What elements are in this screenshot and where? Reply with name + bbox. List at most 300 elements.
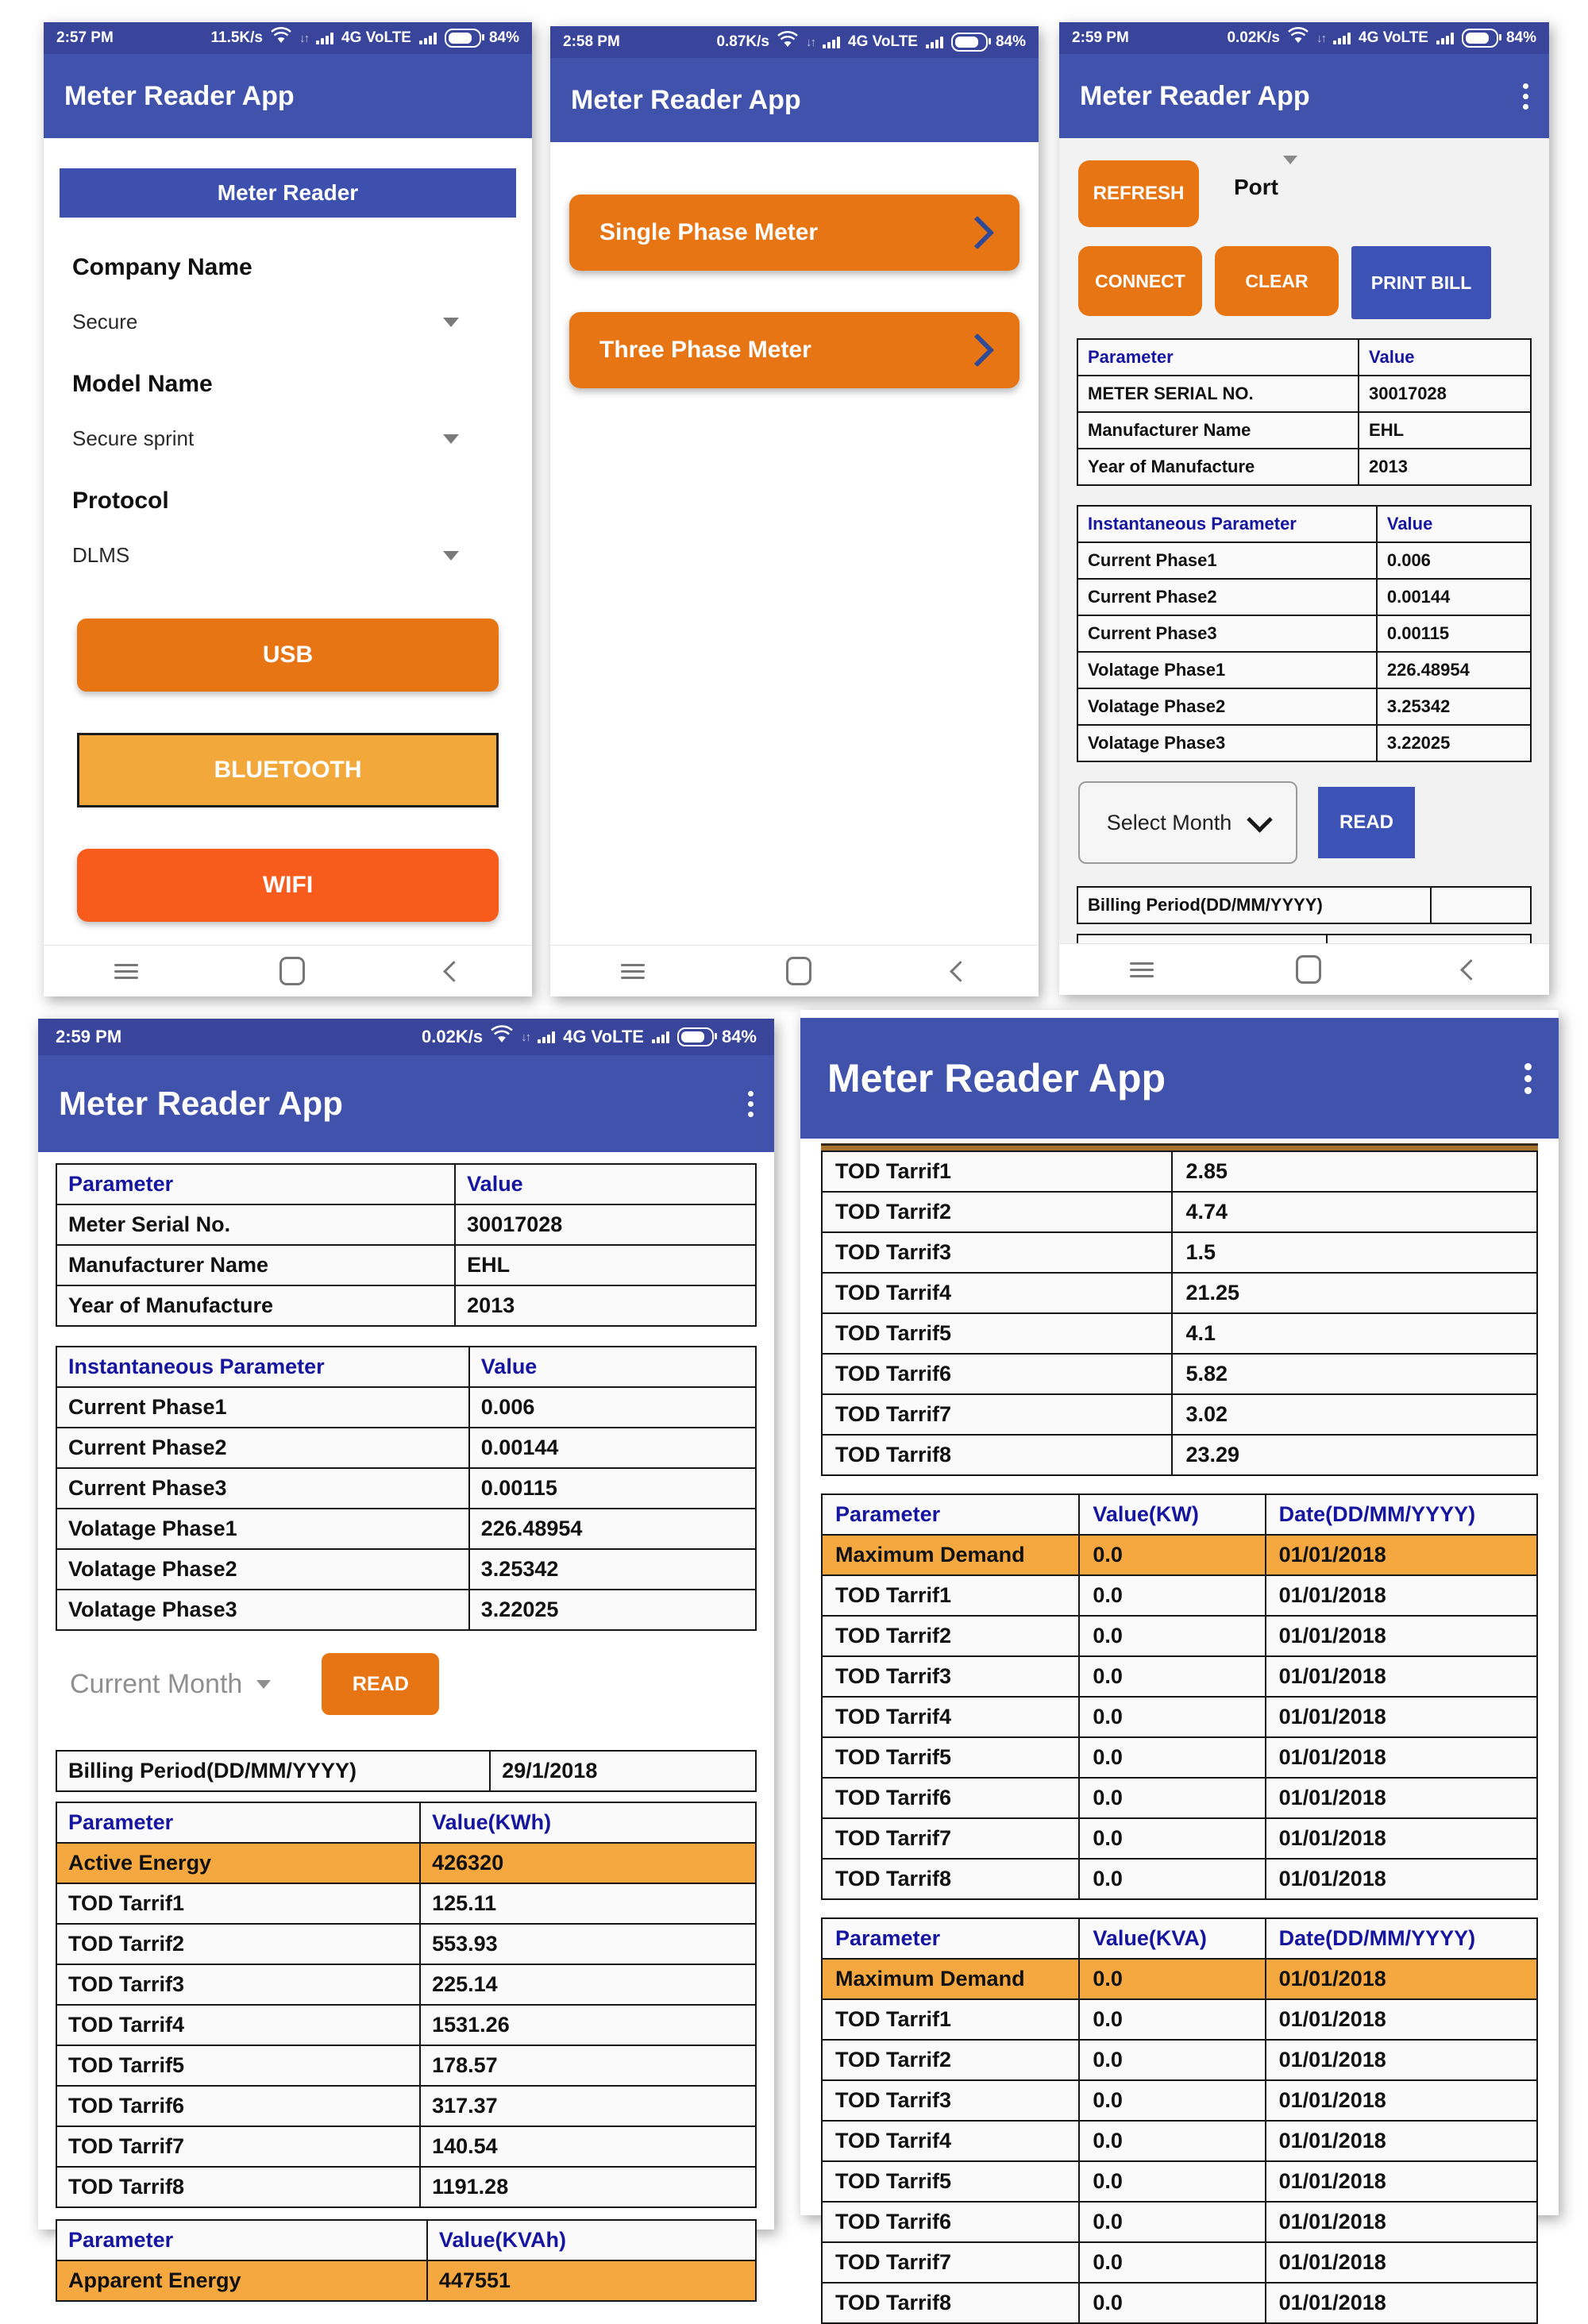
table-cell: Volatage Phase3 — [56, 1590, 469, 1630]
company-name-dropdown[interactable] — [72, 310, 503, 334]
table-cell: 0.0 — [1079, 1859, 1265, 1899]
table-cell: 140.54 — [420, 2126, 756, 2167]
table-cell: 3.02 — [1172, 1394, 1537, 1435]
table-cell: 0.0 — [1079, 1535, 1265, 1575]
column-header: Instantaneous Parameter — [1077, 506, 1377, 542]
table-header-row — [822, 1918, 1537, 1959]
table-row — [56, 1924, 756, 1964]
table-row — [1077, 615, 1531, 652]
protocol-dropdown[interactable] — [72, 543, 503, 568]
table-cell: 01/01/2018 — [1266, 1859, 1537, 1899]
table-row — [822, 2242, 1537, 2283]
table-cell: 01/01/2018 — [1266, 2121, 1537, 2161]
kva-demand-table — [800, 1917, 1559, 2324]
connect-button[interactable]: CONNECT — [1078, 246, 1202, 316]
table-cell: 29/1/2018 — [490, 1751, 756, 1791]
page-title: Meter Reader App — [64, 80, 295, 111]
billing-period-table — [38, 1750, 774, 1792]
table-header-row — [56, 1164, 756, 1204]
table-row — [56, 1751, 756, 1791]
table-row — [822, 2040, 1537, 2080]
column-header: Parameter — [1077, 339, 1359, 376]
table-cell: 5.82 — [1172, 1354, 1537, 1394]
table-row — [822, 1575, 1537, 1616]
clipped-row-strip — [821, 1143, 1538, 1150]
table-header-row — [1077, 506, 1531, 542]
table-cell: 3.22025 — [1377, 725, 1531, 761]
tod-tarrif-table — [800, 1150, 1559, 1476]
table-cell: Current Phase2 — [56, 1428, 469, 1468]
table-cell: 3.25342 — [1377, 688, 1531, 725]
table-row — [1077, 887, 1531, 923]
table-cell: 0.0 — [1079, 2283, 1265, 2323]
table-cell: Volatage Phase1 — [56, 1509, 469, 1549]
column-header: Date(DD/MM/YYYY) — [1266, 1918, 1537, 1959]
battery-icon — [677, 1027, 714, 1046]
table-cell: 01/01/2018 — [1266, 1575, 1537, 1616]
table-cell: 0.0 — [1079, 2242, 1265, 2283]
table-cell: TOD Tarrif6 — [822, 1778, 1079, 1818]
read-button[interactable]: READ — [1318, 787, 1415, 858]
table-cell: 0.00144 — [1377, 579, 1531, 615]
read-button[interactable]: READ — [322, 1653, 439, 1715]
table-row — [56, 1964, 756, 2005]
table-cell: TOD Tarrif8 — [56, 2167, 420, 2207]
panel-meter-type — [550, 26, 1039, 996]
overflow-menu-icon[interactable] — [1523, 83, 1528, 110]
table-row — [1077, 579, 1531, 615]
table-row — [56, 1468, 756, 1509]
table-cell: 01/01/2018 — [1266, 2242, 1537, 2283]
chevron-down-icon — [1283, 156, 1297, 164]
table-cell: 0.0 — [1079, 1616, 1265, 1656]
table-cell: 01/01/2018 — [1266, 1656, 1537, 1697]
table-cell: TOD Tarrif5 — [822, 1313, 1172, 1354]
table-row — [56, 2045, 756, 2086]
recents-icon[interactable] — [621, 964, 645, 979]
three-phase-label: Three Phase Meter — [599, 337, 811, 363]
status-time: 2:57 PM — [56, 29, 114, 46]
table-row — [822, 1859, 1537, 1899]
table-cell: 0.00144 — [469, 1428, 756, 1468]
table-row — [56, 1428, 756, 1468]
column-header: Value(KWh) — [420, 1802, 756, 1843]
table-cell: Apparent Energy — [56, 2260, 427, 2301]
table-cell: 01/01/2018 — [1266, 2040, 1537, 2080]
panel-reading-results — [38, 1019, 774, 2292]
print-bill-button[interactable]: PRINT BILL — [1351, 246, 1491, 319]
table-cell: TOD Tarrif2 — [822, 1192, 1172, 1232]
table-cell: 01/01/2018 — [1266, 1818, 1537, 1859]
overflow-menu-icon[interactable] — [1524, 1063, 1532, 1094]
table-cell: Current Phase2 — [1077, 579, 1377, 615]
chevron-down-icon — [1247, 807, 1274, 833]
table-row — [822, 1273, 1537, 1313]
clear-button[interactable]: CLEAR — [1215, 246, 1339, 316]
model-name-value: Secure sprint — [72, 426, 195, 450]
table-row — [56, 2005, 756, 2045]
android-nav-bar — [44, 945, 532, 996]
instantaneous-table — [38, 1346, 774, 1631]
table-cell: 178.57 — [420, 2045, 756, 2086]
meter-reader-banner: Meter Reader — [60, 168, 516, 218]
bluetooth-button[interactable]: BLUETOOTH — [77, 733, 499, 807]
table-cell: 30017028 — [1359, 376, 1531, 412]
table-row — [822, 1616, 1537, 1656]
table-cell: Billing Period(DD/MM/YYYY) — [1077, 887, 1431, 923]
table-cell: TOD Tarrif4 — [822, 1273, 1172, 1313]
table-cell: TOD Tarrif8 — [822, 2283, 1079, 2323]
data-arrows-icon: ↓↑ — [299, 31, 308, 45]
column-header: Date(DD/MM/YYYY) — [1266, 1494, 1537, 1535]
three-phase-meter-button[interactable] — [569, 312, 1019, 388]
table-header-row — [56, 2220, 756, 2260]
recents-icon[interactable] — [114, 964, 138, 979]
single-phase-meter-button[interactable] — [569, 195, 1019, 271]
table-cell: 1.5 — [1172, 1232, 1537, 1273]
billing-period-table — [1059, 886, 1549, 924]
table-cell — [1431, 887, 1531, 923]
table-cell: EHL — [1359, 412, 1531, 449]
overflow-menu-icon[interactable] — [748, 1091, 754, 1117]
table-header-row — [56, 1347, 756, 1387]
table-cell: Year of Manufacture — [1077, 449, 1359, 485]
current-month-dropdown[interactable] — [70, 1669, 271, 1700]
status-battery-percent: 84% — [721, 1027, 757, 1046]
table-row — [822, 2283, 1537, 2323]
panel-demand-tables — [800, 1010, 1559, 2314]
table-cell: TOD Tarrif5 — [822, 2161, 1079, 2202]
status-network-label: 4G VoLTE — [341, 29, 411, 46]
column-header: Value(KVA) — [1079, 1918, 1265, 1959]
table-cell: TOD Tarrif3 — [822, 1232, 1172, 1273]
kwh-table — [38, 1802, 774, 2208]
port-label: Port — [1234, 175, 1278, 199]
table-cell: TOD Tarrif4 — [56, 2005, 420, 2045]
status-network-label: 4G VoLTE — [1359, 29, 1428, 46]
column-header: Value — [1377, 506, 1531, 542]
recents-icon[interactable] — [1130, 962, 1154, 977]
table-row — [822, 1697, 1537, 1737]
status-battery-percent: 84% — [1505, 29, 1536, 46]
table-cell: Current Phase3 — [1077, 615, 1377, 652]
table-cell: TOD Tarrif8 — [822, 1435, 1172, 1475]
signal2-icon — [419, 32, 437, 44]
column-header: Value — [469, 1347, 756, 1387]
table-row — [1077, 449, 1531, 485]
status-bar — [38, 1019, 774, 1055]
android-nav-bar — [1059, 943, 1549, 995]
field-model-name — [72, 371, 503, 451]
table-cell: 225.14 — [420, 1964, 756, 2005]
select-month-label: Select Month — [1106, 810, 1232, 834]
table-row — [56, 1509, 756, 1549]
table-row — [822, 1999, 1537, 2040]
table-cell: 447551 — [427, 2260, 756, 2301]
table-cell: TOD Tarrif4 — [822, 1697, 1079, 1737]
table-cell: 2.85 — [1172, 1151, 1537, 1192]
app-bar — [550, 58, 1039, 142]
status-net-speed: 0.87K/s — [716, 33, 769, 50]
home-icon[interactable] — [1296, 955, 1321, 984]
table-cell: 01/01/2018 — [1266, 1616, 1537, 1656]
data-arrows-icon: ↓↑ — [806, 35, 815, 49]
table-cell: 01/01/2018 — [1266, 1778, 1537, 1818]
table-cell: TOD Tarrif4 — [822, 2121, 1079, 2161]
page-title: Meter Reader App — [827, 1056, 1166, 1100]
table-cell: 0.0 — [1079, 2161, 1265, 2202]
column-header: Parameter — [56, 1164, 455, 1204]
refresh-button[interactable]: REFRESH — [1078, 160, 1199, 227]
table-cell: Volatage Phase2 — [1077, 688, 1377, 725]
chevron-down-icon — [443, 551, 459, 561]
table-cell: 2013 — [1359, 449, 1531, 485]
battery-icon — [445, 29, 481, 48]
column-header: Value — [455, 1164, 756, 1204]
table-cell: TOD Tarrif6 — [822, 2202, 1079, 2242]
table-cell: 0.0 — [1079, 1959, 1265, 1999]
table-cell: 0.00115 — [469, 1468, 756, 1509]
home-icon[interactable] — [786, 957, 811, 985]
table-cell: Volatage Phase2 — [56, 1549, 469, 1590]
table-cell: 01/01/2018 — [1266, 2161, 1537, 2202]
table-cell: TOD Tarrif3 — [822, 2080, 1079, 2121]
table-cell: Maximum Demand — [822, 1535, 1079, 1575]
battery-icon — [951, 33, 988, 52]
table-row — [56, 1245, 756, 1285]
chevron-down-icon — [443, 318, 459, 327]
column-header: Value(KW) — [1079, 1494, 1265, 1535]
table-cell: TOD Tarrif2 — [56, 1924, 420, 1964]
chevron-right-icon — [961, 216, 994, 249]
table-row — [56, 1204, 756, 1245]
table-cell: 01/01/2018 — [1266, 2202, 1537, 2242]
table-cell: Current Phase3 — [56, 1468, 469, 1509]
home-icon[interactable] — [279, 957, 305, 985]
single-phase-label: Single Phase Meter — [599, 219, 819, 245]
table-cell: 226.48954 — [469, 1509, 756, 1549]
table-cell: 0.0 — [1079, 1697, 1265, 1737]
select-month-dropdown[interactable] — [1078, 781, 1297, 864]
table-cell: 0.0 — [1079, 1737, 1265, 1778]
column-header: Value(KVAh) — [427, 2220, 756, 2260]
model-name-label: Model Name — [72, 371, 213, 397]
table-row — [822, 1354, 1537, 1394]
table-cell: 0.006 — [1377, 542, 1531, 579]
table-cell: 125.11 — [420, 1883, 756, 1924]
status-time: 2:59 PM — [1072, 29, 1129, 46]
status-network-label: 4G VoLTE — [563, 1027, 644, 1046]
android-nav-bar — [550, 945, 1039, 996]
signal-icon — [823, 36, 840, 48]
table-cell: 553.93 — [420, 1924, 756, 1964]
table-cell: 0.006 — [469, 1387, 756, 1428]
table-cell: TOD Tarrif7 — [822, 2242, 1079, 2283]
field-protocol — [72, 488, 503, 568]
status-net-speed: 11.5K/s — [210, 29, 263, 46]
current-month-label: Current Month — [70, 1668, 243, 1699]
page-title: Meter Reader App — [59, 1085, 343, 1122]
table-row — [56, 2167, 756, 2207]
table-row — [822, 1435, 1537, 1475]
table-cell: 0.0 — [1079, 1575, 1265, 1616]
column-header: Parameter — [822, 1918, 1079, 1959]
table-cell: TOD Tarrif1 — [56, 1883, 420, 1924]
table-cell: 1191.28 — [420, 2167, 756, 2207]
table-cell: 23.29 — [1172, 1435, 1537, 1475]
table-cell: 0.0 — [1079, 1778, 1265, 1818]
port-dropdown[interactable] — [1234, 175, 1278, 200]
table-cell: TOD Tarrif3 — [56, 1964, 420, 2005]
back-icon[interactable] — [1460, 959, 1482, 981]
meter-info-table — [1059, 338, 1549, 486]
table-cell: 01/01/2018 — [1266, 1697, 1537, 1737]
table-cell: 0.0 — [1079, 2202, 1265, 2242]
table-header-row — [56, 1802, 756, 1843]
table-cell: TOD Tarrif7 — [822, 1394, 1172, 1435]
status-bar — [550, 26, 1039, 58]
table-cell: TOD Tarrif7 — [56, 2126, 420, 2167]
table-cell: TOD Tarrif1 — [822, 1151, 1172, 1192]
table-cell: 01/01/2018 — [1266, 1535, 1537, 1575]
page-title: Meter Reader App — [1080, 80, 1310, 111]
table-cell: Meter Serial No. — [56, 1204, 455, 1245]
table-row — [1077, 688, 1531, 725]
table-row — [822, 1394, 1537, 1435]
table-cell: 30017028 — [455, 1204, 756, 1245]
wifi-button[interactable]: WIFI — [77, 849, 499, 922]
table-row — [822, 1151, 1537, 1192]
signal2-icon — [652, 1031, 669, 1043]
table-cell: 2013 — [455, 1285, 756, 1326]
table-cell: 4.74 — [1172, 1192, 1537, 1232]
protocol-label: Protocol — [72, 488, 169, 514]
table-cell: Year of Manufacture — [56, 1285, 455, 1326]
table-cell: TOD Tarrif6 — [822, 1354, 1172, 1394]
signal-icon — [1333, 32, 1351, 44]
table-row — [56, 1883, 756, 1924]
table-cell: TOD Tarrif5 — [822, 1737, 1079, 1778]
table-row — [822, 1737, 1537, 1778]
table-cell: Manufacturer Name — [1077, 412, 1359, 449]
table-cell: 226.48954 — [1377, 652, 1531, 688]
table-cell: 0.00115 — [1377, 615, 1531, 652]
table-row — [56, 1285, 756, 1326]
panel-connection-setup — [44, 22, 532, 996]
table-cell: TOD Tarrif1 — [822, 1575, 1079, 1616]
signal2-icon — [1436, 32, 1454, 44]
table-cell: Maximum Demand — [822, 1959, 1079, 1999]
chevron-down-icon — [256, 1680, 271, 1689]
table-row — [56, 1843, 756, 1883]
app-bar — [38, 1055, 774, 1152]
instantaneous-table — [1059, 505, 1549, 762]
back-icon[interactable] — [950, 961, 971, 982]
table-row — [1077, 725, 1531, 761]
table-row — [1077, 542, 1531, 579]
back-icon[interactable] — [443, 961, 464, 982]
status-battery-percent: 84% — [995, 33, 1026, 50]
table-cell: TOD Tarrif7 — [822, 1818, 1079, 1859]
table-cell: 01/01/2018 — [1266, 1999, 1537, 2040]
table-row — [822, 1818, 1537, 1859]
kvah-table — [38, 2219, 774, 2302]
chevron-right-icon — [961, 333, 994, 367]
table-cell: TOD Tarrif1 — [822, 1999, 1079, 2040]
signal-icon — [538, 1031, 555, 1043]
model-name-dropdown[interactable] — [72, 426, 503, 451]
status-battery-percent: 84% — [488, 29, 519, 46]
table-row — [56, 1590, 756, 1630]
table-row — [822, 2161, 1537, 2202]
table-cell: TOD Tarrif8 — [822, 1859, 1079, 1899]
table-cell: 0.0 — [1079, 1818, 1265, 1859]
table-cell: EHL — [455, 1245, 756, 1285]
table-cell: 3.22025 — [469, 1590, 756, 1630]
chevron-down-icon — [443, 434, 459, 444]
table-cell: 0.0 — [1079, 2080, 1265, 2121]
app-bar — [1059, 54, 1549, 138]
usb-button[interactable]: USB — [77, 619, 499, 692]
table-cell: TOD Tarrif5 — [56, 2045, 420, 2086]
status-bar — [44, 22, 532, 54]
table-row — [822, 1232, 1537, 1273]
column-header: Parameter — [822, 1494, 1079, 1535]
table-cell: TOD Tarrif6 — [56, 2086, 420, 2126]
company-name-label: Company Name — [72, 254, 252, 280]
table-cell: TOD Tarrif3 — [822, 1656, 1079, 1697]
column-header: Instantaneous Parameter — [56, 1347, 469, 1387]
table-cell: Current Phase1 — [56, 1387, 469, 1428]
table-cell: Current Phase1 — [1077, 542, 1377, 579]
table-cell: 317.37 — [420, 2086, 756, 2126]
table-cell: 01/01/2018 — [1266, 2283, 1537, 2323]
table-row — [1077, 652, 1531, 688]
table-cell: 1531.26 — [420, 2005, 756, 2045]
signal-icon — [316, 32, 333, 44]
battery-icon — [1462, 29, 1498, 48]
table-row — [56, 2086, 756, 2126]
wifi-icon — [491, 1026, 513, 1048]
table-row — [822, 1656, 1537, 1697]
table-cell: 01/01/2018 — [1266, 2080, 1537, 2121]
table-cell: TOD Tarrif2 — [822, 2040, 1079, 2080]
status-time: 2:58 PM — [563, 33, 620, 50]
wifi-icon — [271, 28, 291, 48]
table-row — [56, 2260, 756, 2301]
column-header: Parameter — [56, 1802, 420, 1843]
kw-demand-table — [800, 1493, 1559, 1900]
table-cell: 3.25342 — [469, 1549, 756, 1590]
signal2-icon — [926, 36, 943, 48]
table-cell: 0.0 — [1079, 1999, 1265, 2040]
table-cell: Billing Period(DD/MM/YYYY) — [56, 1751, 490, 1791]
table-row — [56, 1549, 756, 1590]
protocol-value: DLMS — [72, 543, 130, 567]
table-row — [822, 1535, 1537, 1575]
table-row — [822, 2121, 1537, 2161]
table-cell: 21.25 — [1172, 1273, 1537, 1313]
column-header: Parameter — [56, 2220, 427, 2260]
table-cell: 0.0 — [1079, 2040, 1265, 2080]
field-company-name — [72, 254, 503, 334]
table-cell: 426320 — [420, 1843, 756, 1883]
table-header-row — [822, 1494, 1537, 1535]
table-row — [1077, 376, 1531, 412]
page-title: Meter Reader App — [571, 84, 801, 115]
data-arrows-icon: ↓↑ — [521, 1030, 530, 1044]
company-name-value: Secure — [72, 310, 138, 333]
